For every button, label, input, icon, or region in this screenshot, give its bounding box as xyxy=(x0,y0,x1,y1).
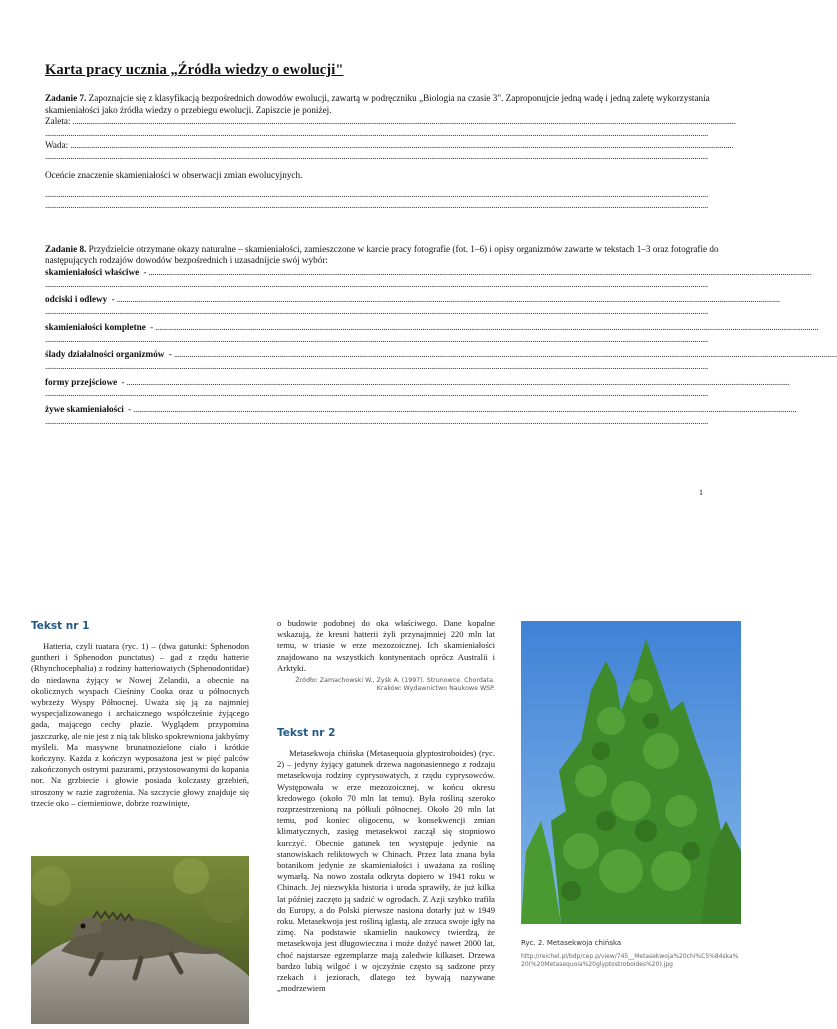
category-line[interactable]: skamieniałości kompletne - .................................................................................................................................................................................................................................................................................................................................................... xyxy=(45,321,819,332)
tree-icon xyxy=(521,621,741,924)
worksheet-title: Karta pracy ucznia „Źródła wiedzy o ewolucji" xyxy=(45,62,344,78)
category-line[interactable]: odciski i odlewy - .................................................................................................................................................................................................................................................................................................................................................... xyxy=(45,294,780,305)
answer-dots[interactable]: .................................................................................................................................................................................................................................................................................................................................................... xyxy=(45,188,709,199)
task8-label: Zadanie 8. xyxy=(45,243,87,254)
answer-dots[interactable]: .................................................................................................................................................................................................................................................................................................................................................... xyxy=(45,388,709,399)
text1-continuation-column xyxy=(277,618,495,693)
evaluate-instruction: Oceńcie znaczenie skamieniałości w obserwacji zmian ewolucyjnych. xyxy=(45,169,303,180)
figure2-url[interactable]: http://reichel.pl/bdp/cep.p/view/745__Metasekwoja%20chi%C5%84ska%20(%20Metasequoia%20glyptostroboides%20).jpg xyxy=(521,953,739,968)
text1-body: Hatteria, czyli tuatara (ryc. 1) – (dwa gatunki: Sphenodon guntheri i Sphenodon punctatus) – gad z rzędu hatterie (Rhynchocephalia) z rodziny hatteriowatych (Sphenodontidae) do niedawna żyjący w Nowej Zelandii, a obecnie na okolicznych wyspach Cieśniny Cooka oraz u północnych wybrzeży Wyspy Północnej. Uważa się ją za najmniej wyspecjalizowanego i archaicznego współcześnie żyjącego gada, mającego cechy płazie. Wyglądem przypomina jaszczurkę, ale nie jest z nią tak blisko spokrewniona jakbyśmy myśleli. Ma masywne brunatnozielone ciało i krótkie kończyny. Każda z kończyn wyposażona jest w pięć palców zakończonych ostrymi pazurami, przystosowanymi do kopania nor. Na grzbiecie i głowie posiada kolczasty grzebień, stroszony w razie zagrożenia. Na szczycie głowy znajduje się trzecie oko – ciemieniowe, dobrze rozwinięte, xyxy=(31,641,249,808)
answer-dots[interactable]: .................................................................................................................................................................................................................................................................................................................................................... xyxy=(45,333,709,344)
category-label: formy przejściowe xyxy=(45,376,118,387)
category-line[interactable]: żywe skamieniałości - .................................................................................................................................................................................................................................................................................................................................................... xyxy=(45,403,797,414)
category-dots: .................................................................................................................................................................................................................................................................................................................................................... xyxy=(173,349,837,360)
advantage-line[interactable] xyxy=(45,116,736,128)
disadvantage-dots: .................................................................................................................................................................................................................................................................................................................................................... xyxy=(70,139,734,150)
metasequoia-photo xyxy=(521,621,741,924)
task8-instruction xyxy=(45,244,721,267)
category-line[interactable]: formy przejściowe - .................................................................................................................................................................................................................................................................................................................................................... xyxy=(45,376,790,387)
text1-column xyxy=(31,641,249,809)
answer-dots[interactable]: .................................................................................................................................................................................................................................................................................................................................................... xyxy=(45,415,709,426)
text1-continuation: o budowie podobnej do oka właściwego. Dane kopalne wskazują, że kresni hatterii żyli przynajmniej 220 mln lat temu, w triasie w erze mezozoicznej. Ich skamieniałości znajdowano na wszystkich kontynentach oprócz Australii i Arktyki. xyxy=(277,618,495,673)
category-dots: .................................................................................................................................................................................................................................................................................................................................................... xyxy=(126,376,790,387)
answer-dots: .................................................................................................................................................................................................................................................................................................................................................... xyxy=(45,127,709,138)
category-dots: .................................................................................................................................................................................................................................................................................................................................................... xyxy=(155,321,819,332)
figure2-caption: Ryc. 2. Metasekwoja chińska xyxy=(521,939,622,947)
tuatara-photo xyxy=(31,856,249,1024)
task7-label: Zadanie 7. xyxy=(45,93,87,103)
category-label: żywe skamieniałości xyxy=(45,403,124,414)
category-line[interactable]: skamieniałości właściwe - .................................................................................................................................................................................................................................................................................................................................................... xyxy=(45,266,812,277)
category-line[interactable]: ślady działalności organizmów - .................................................................................................................................................................................................................................................................................................................................................... xyxy=(45,349,837,360)
task7-text: Zapoznajcie się z klasyfikacją bezpośrednich dowodów ewolucji, zawartą w podręczniku „Biologia na czasie 3". Zaproponujcie jedną wadę i jedną zaletę wykorzystania skamieniałości jako źródła wiedzy o przebiegu ewolucji. Zapiszcie je poniżej. xyxy=(45,93,710,115)
page-number: 1 xyxy=(699,488,703,497)
text2-heading: Tekst nr 2 xyxy=(277,727,336,739)
category-label: skamieniałości właściwe xyxy=(45,266,140,277)
category-dots: .................................................................................................................................................................................................................................................................................................................................................... xyxy=(148,266,812,277)
category-label: odciski i odlewy xyxy=(45,294,108,305)
category-label: skamieniałości kompletne xyxy=(45,321,146,332)
figure2-caption-block xyxy=(521,939,741,969)
category-dots: .................................................................................................................................................................................................................................................................................................................................................... xyxy=(133,403,797,414)
task7-instruction xyxy=(45,93,721,116)
answer-dots[interactable]: .................................................................................................................................................................................................................................................................................................................................................... xyxy=(45,200,709,211)
answer-dots: .................................................................................................................................................................................................................................................................................................................................................... xyxy=(45,151,709,162)
disadvantage-line[interactable] xyxy=(45,139,734,152)
category-dots: .................................................................................................................................................................................................................................................................................................................................................... xyxy=(116,294,780,305)
text2-body: Metasekwoja chińska (Metasequoia glyptostroboides) (ryc. 2) – jedyny żyjący gatunek drzewa nagonasiennego z rodzaju metasekwoja rodziny cyprysowatych, z rzędu cyprysowców. Występowała w erze mezozoicznej, w końcu okresu kredowego (około 70 mln lat temu). Była rośliną szeroko rozprzestrzenioną na półkuli północnej. Około 20 mln lat temu, pod koniec oligocenu, w konsekwencji zmian klimatycznych, zasięg metasekwoi zaczął się stopniowo kurczyć. Obecnie gatunek ten występuje jedynie na stanowiskach reliktowych w Chinach. Przez lata znana była botanikom jedynie ze skamieniałości i uważana za roślinę wymarłą. Na nowo została odkryta dopiero w 1941 roku w Chinach. Jej niezwykła historia i uroda sprawiły, że już kilka lat później zaczęto ją sadzić w ogrodach. Z Azji szybko trafiła do Europy, a do Polski pierwsze nasiona dotarły już w 1949 roku. Metasekwoja jest rośliną iglastą, ale zrzuca swoje igły na zimę. Na podstawie skamielin naukowcy twierdzą, że metasekwoja jest długowieczna i może dożyć nawet 2000 lat, choć najstarsze egzemplarze mają zaledwie kilkaset. Drzewa bardzo lubią wilgoć i w ojczyźnie często są sadzone przy rzekach i jeziorach, dlatego też bywają nazywane „modrzewiem xyxy=(277,748,495,994)
text1-source: Źródło: Zamachowski W., Zyśk A. (1997). Strunowce. Chordata. Kraków: Wydawnictwo Naukowe WSP. xyxy=(295,677,495,693)
advantage-label: Zaleta: xyxy=(45,116,71,127)
task8-text: Przydzielcie otrzymane okazy naturalne – skamieniałości, zamieszczone w karcie pracy fotografie (fot. 1–6) i opisy organizmów zawarte w tekstach 1–3 oraz fotografie do następujących rodzajów dowodów bezpośrednich i uzasadnijcie swój wybór: xyxy=(45,243,719,266)
answer-dots[interactable]: .................................................................................................................................................................................................................................................................................................................................................... xyxy=(45,360,709,371)
text1-heading: Tekst nr 1 xyxy=(31,620,90,632)
worksheet xyxy=(45,62,837,427)
tuatara-icon xyxy=(31,856,249,1024)
answer-dots[interactable]: .................................................................................................................................................................................................................................................................................................................................................... xyxy=(45,278,709,289)
disadvantage-label: Wada: xyxy=(45,139,69,150)
answer-dots[interactable]: .................................................................................................................................................................................................................................................................................................................................................... xyxy=(45,306,709,317)
category-label: ślady działalności organizmów xyxy=(45,349,165,360)
text2-column xyxy=(277,748,495,994)
advantage-dots: .................................................................................................................................................................................................................................................................................................................................................... xyxy=(72,116,736,127)
